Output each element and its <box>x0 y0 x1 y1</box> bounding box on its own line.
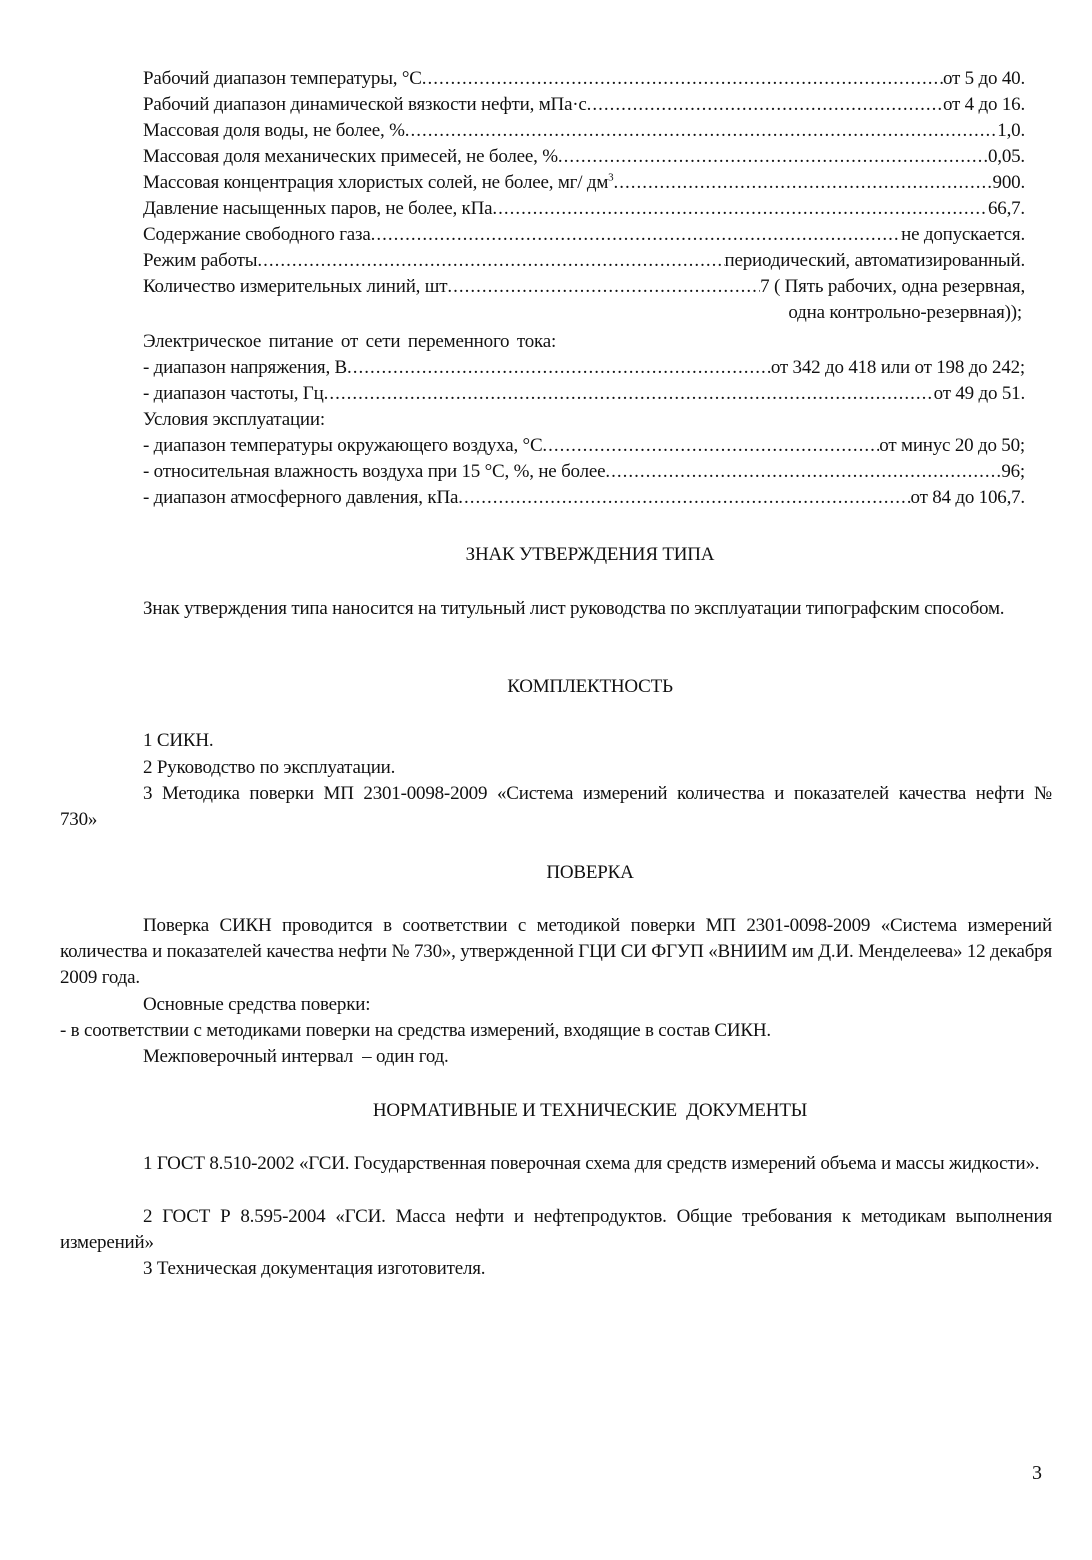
spec-lines-cont: одна контрольно-резервная)); <box>788 302 1022 323</box>
spec-lines: Количество измерительных линий, шт ..... 7 ( Пять рабочих, одна резервная, <box>143 274 1025 300</box>
spec-water-fraction: Массовая доля воды, не более, % ..... 1,0. <box>143 118 1025 144</box>
power-voltage: - диапазон напряжения, В ..... от 342 до 418 или от 198 до 242; <box>143 355 1025 381</box>
spec-free-gas: Содержание свободного газа ..... не допускается. <box>143 222 1025 248</box>
verification-interval: Межповерочный интервал – один год. <box>143 1046 449 1067</box>
completeness-item-3: 3 Методика поверки МП 2301-0098-2009 «Система измерений количества и показателей качества нефти № 730» <box>60 783 1052 830</box>
heading-approval: ЗНАК УТВЕРЖДЕНИЯ ТИПА <box>465 544 715 565</box>
documents-item-2: 2 ГОСТ Р 8.595-2004 «ГСИ. Масса нефти и нефтепродуктов. Общие требования к методикам выполнения измерений» <box>60 1206 1052 1253</box>
approval-text: Знак утверждения типа наносится на титульный лист руководства по эксплуатации типографским способом. <box>143 598 1005 619</box>
verification-means-item: - в соответствии с методиками поверки на средства измерений, входящие в состав СИКН. <box>60 1020 771 1041</box>
conditions-pressure: - диапазон атмосферного давления, кПа ..... от 84 до 106,7. <box>143 485 1025 511</box>
spec-chloride-salts: Массовая концентрация хлористых солей, не более, мг/ $дм^3$ ..... 900. <box>143 170 1025 196</box>
completeness-item-1: 1 СИКН. <box>143 730 214 751</box>
spec-viscosity: Рабочий диапазон динамической вязкости нефти, мПа·с ..... от 4 до 16. <box>143 92 1025 118</box>
conditions-title: Условия эксплуатации: <box>143 409 325 430</box>
conditions-temperature: - диапазон температуры окружающего воздуха, °С ..... от минус 20 до 50; <box>143 433 1025 459</box>
power-title: Электрическое питание от сети переменного тока: <box>143 331 557 352</box>
heading-completeness: КОМПЛЕКТНОСТЬ <box>507 676 673 697</box>
verification-means-title: Основные средства поверки: <box>143 994 371 1015</box>
spec-mode: Режим работы ..... периодический, автоматизированный. <box>143 248 1025 274</box>
page-number: 3 <box>1032 1462 1042 1484</box>
documents-item-3: 3 Техническая документация изготовителя. <box>143 1258 486 1279</box>
verification-text: Поверка СИКН проводится в соответствии с методикой поверки МП 2301-0098-2009 «Система измерений количества и показателей качества нефти № 730», утвержденной ГЦИ СИ ФГУП «ВНИИМ им Д.И. Менделеева» 12 декабря 2009 года. <box>60 915 1052 988</box>
conditions-humidity: - относительная влажность воздуха при 15 °С, %, не более ..... 96; <box>143 459 1025 485</box>
spec-impurities: Массовая доля механических примесей, не более, % ..... 0,05. <box>143 144 1025 170</box>
spec-vapor-pressure: Давление насыщенных паров, не более, кПа ..... 66,7. <box>143 196 1025 222</box>
documents-item-1: 1 ГОСТ 8.510-2002 «ГСИ. Государственная поверочная схема для средств измерений объема и массы жидкости». <box>143 1153 1040 1174</box>
completeness-item-2: 2 Руководство по эксплуатации. <box>143 757 396 778</box>
heading-verification: ПОВЕРКА <box>546 862 634 883</box>
power-frequency: - диапазон частоты, Гц ..... от 49 до 51. <box>143 381 1025 407</box>
heading-documents: НОРМАТИВНЫЕ И ТЕХНИЧЕСКИЕ ДОКУМЕНТЫ <box>372 1100 808 1121</box>
spec-temperature: Рабочий диапазон температуры, °С ..... от 5 до 40. <box>143 66 1025 92</box>
